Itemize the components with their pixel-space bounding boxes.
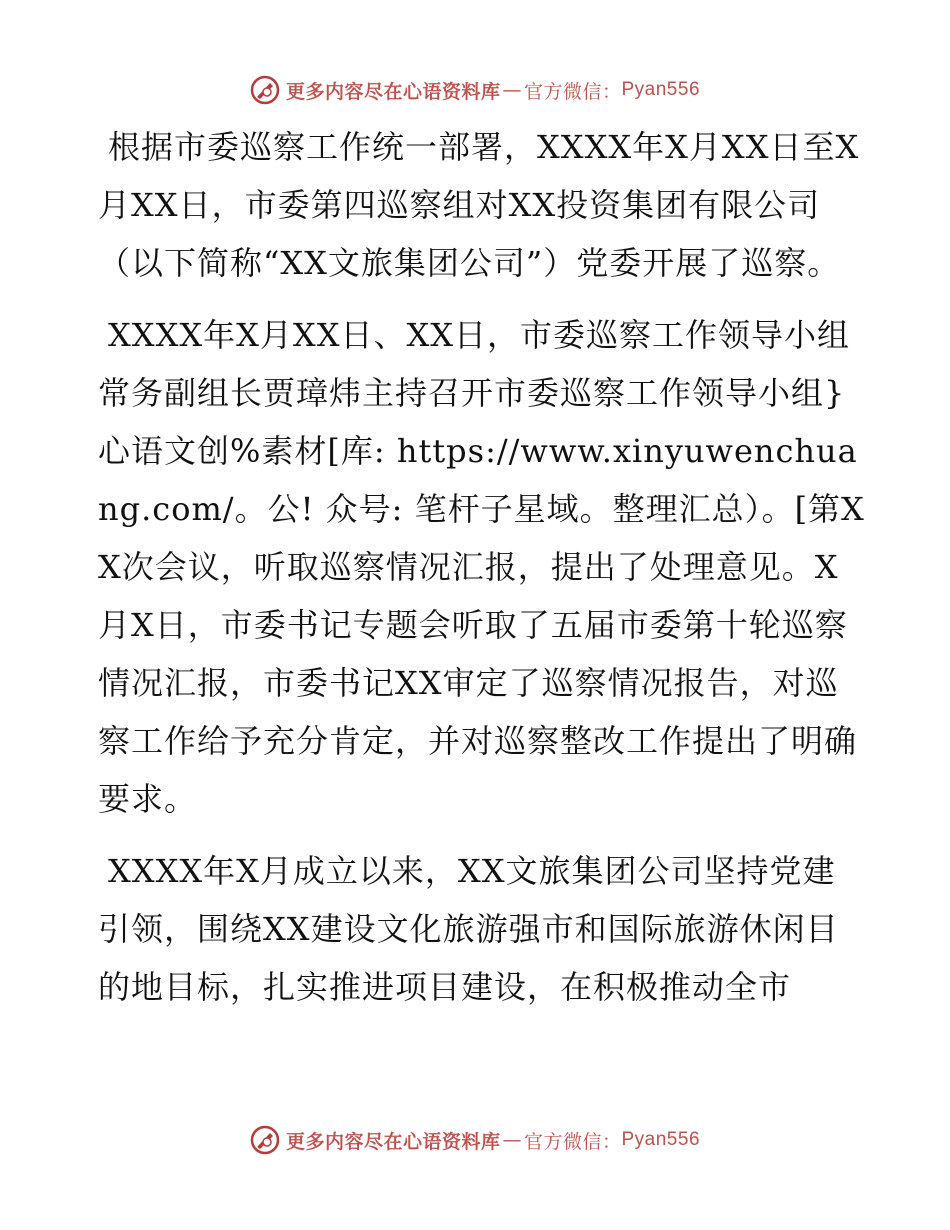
watermark-main-text: 更多内容尽在心语资料库 <box>285 1130 501 1153</box>
quill-logo-icon <box>250 75 280 105</box>
quill-logo-icon <box>250 1125 280 1155</box>
paragraph-2: XXXX年X月XX日、XX日，市委巡察工作领导小组常务副组长贾璋炜主持召开市委巡察工作领导小组}心语文创%素材[库: https://www.xinyuwenchuang.com/。公! 众号: 笔杆子星域。整理汇总）。[第XX次会议，听取巡察情况汇报，提出了处理意见。X月X日，市委书记专题会听取了五届市委第十轮巡察情况汇报，市委书记XX审定了巡察情况报告，对巡察工作给予充分肯定，并对巡察整改工作提出了明确要求。 <box>98 316 865 818</box>
header-watermark <box>0 70 950 110</box>
watermark-dash: — <box>502 79 522 101</box>
watermark-wechat-id: Pyan556 <box>621 79 701 100</box>
watermark-main-text: 更多内容尽在心语资料库 <box>285 80 501 103</box>
document-body <box>98 118 868 1030</box>
watermark-dash: — <box>502 1129 522 1151</box>
watermark-wechat-id: Pyan556 <box>621 1129 701 1150</box>
paragraph-3: XXXX年X月成立以来，XX文旅集团公司坚持党建引领，围绕XX建设文化旅游强市和国际旅游休闲目的地目标，扎实推进项目建设，在积极推动全市 <box>98 852 839 1006</box>
footer-watermark <box>0 1120 950 1160</box>
watermark-sub-text: 官方微信： <box>523 1130 622 1153</box>
watermark-sub-text: 官方微信： <box>523 80 622 103</box>
paragraph-1: 根据市委巡察工作统一部署，XXXX年X月XX日至X月XX日，市委第四巡察组对XX投资集团有限公司（以下简称“XX文旅集团公司”）党委开展了巡察。 <box>98 128 860 282</box>
